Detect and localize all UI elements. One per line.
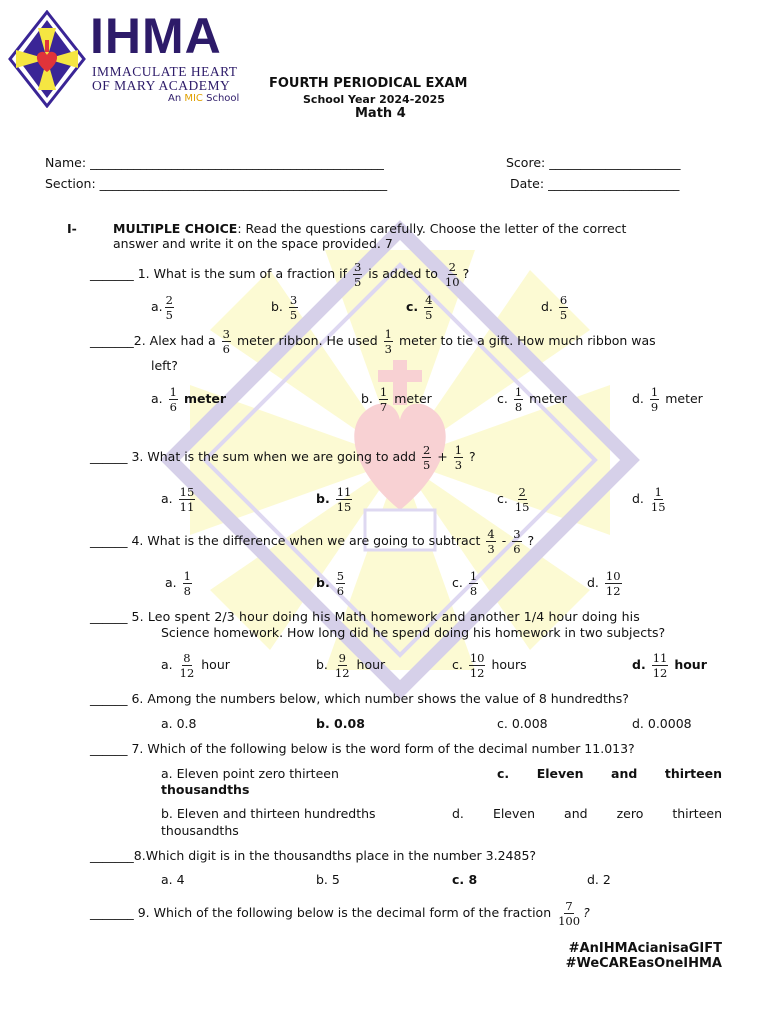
choice-a: a. $\frac{2}{5}$	[151, 293, 173, 323]
choice-b: b. $\frac{11}{15}$	[316, 485, 352, 515]
school-name-line1: IMMACULATE HEART	[92, 64, 238, 79]
choice-c: c. 8	[452, 872, 478, 887]
choice-a: a. 4	[161, 872, 185, 887]
choice-b: b. 0.08	[316, 716, 365, 731]
choice-a: a. $\frac{1}{8}$	[165, 569, 191, 599]
choice-a: a. Eleven point zero thirteen	[161, 766, 339, 781]
answer-blank[interactable]: _______	[90, 905, 134, 921]
choice-a: a. 0.8	[161, 716, 197, 731]
choice-d: d. 2	[587, 872, 611, 887]
school-name-line2: OF MARY ACADEMY	[92, 78, 231, 93]
choice-d: d. 0.0008	[632, 716, 692, 731]
answer-blank[interactable]: ______	[90, 609, 128, 624]
question-7: ______ 7. Which of the following below is the word form of the decimal number 11.013?	[90, 741, 635, 756]
question-4: ______ 4. What is the difference when we are going to subtract $\frac{4}{3}$ - $\frac{3}{6}$ ?	[90, 527, 535, 557]
choice-d-continued: thousandths	[161, 823, 239, 838]
choice-c: c. $\frac{1}{8}$	[452, 569, 478, 599]
section-field[interactable]: Section: ______________________________________________	[45, 176, 388, 191]
question-6: ______ 6. Among the numbers below, which number shows the value of 8 hundredths?	[90, 691, 629, 706]
question-8: _______8.Which digit is in the thousandths place in the number 3.2485?	[90, 848, 537, 863]
fraction: $\frac{2}{10}$	[444, 260, 460, 290]
exam-title: FOURTH PERIODICAL EXAM	[269, 76, 468, 91]
choice-d: d. $\frac{1}{15}$	[632, 485, 666, 515]
choice-d: d. $\frac{1}{9}$ meter	[632, 385, 703, 415]
footer-hashtag-1: #AnIHMAcianisaGIFT	[568, 941, 722, 956]
choice-b: b. $\frac{1}{7}$ meter	[361, 385, 432, 415]
school-year: School Year 2024-2025	[303, 93, 445, 106]
choice-c: c. $\frac{1}{8}$ meter	[497, 385, 567, 415]
choice-b: b. Eleven and thirteen hundredths	[161, 806, 376, 821]
question-3: ______ 3. What is the sum when we are going to add $\frac{2}{5}$ + $\frac{1}{3}$ ?	[90, 443, 476, 473]
school-seal-logo	[8, 10, 86, 108]
choice-d: d. Eleven and zero thirteen	[452, 806, 722, 821]
choice-c: c. $\frac{10}{12}$ hours	[452, 651, 527, 681]
logo-text: IHMA	[90, 8, 222, 64]
choice-a: a. $\frac{15}{11}$	[161, 485, 195, 515]
subject: Math 4	[355, 106, 406, 121]
answer-blank[interactable]: ______	[90, 533, 128, 549]
fraction: $\frac{3}{5}$	[353, 260, 362, 290]
choice-c: c. $\frac{2}{15}$	[497, 485, 530, 515]
question-2: _______2. Alex had a $\frac{3}{6}$ meter ribbon. He used $\frac{1}{3}$ meter to tie a gift. How much ribbon was	[90, 327, 656, 357]
section-instructions: MULTIPLE CHOICE: Read the questions carefully. Choose the letter of the correct	[113, 221, 627, 236]
question-5-line2: Science homework. How long did he spend doing his homework in two subjects?	[161, 625, 666, 640]
choice-d: d. $\frac{11}{12}$ hour	[632, 651, 707, 681]
question-1: _______ 1. What is the sum of a fraction if $\frac{3}{5}$ is added to $\frac{2}{10}$ ?	[90, 260, 470, 290]
choice-b: b. $\frac{3}{5}$	[271, 293, 298, 323]
score-field[interactable]: Score: _____________________	[506, 155, 681, 170]
answer-blank[interactable]: _______	[90, 848, 134, 863]
question-9: _______ 9. Which of the following below is the decimal form of the fraction $\frac{7}{100}$ ?	[90, 899, 590, 929]
answer-blank[interactable]: _______	[90, 266, 134, 282]
date-field[interactable]: Date: _____________________	[510, 176, 680, 191]
choice-c-continued: thousandths	[161, 782, 250, 797]
footer-hashtag-2: #WeCAREasOneIHMA	[565, 956, 722, 971]
answer-blank[interactable]: ______	[90, 741, 128, 756]
name-field[interactable]: Name: _______________________________________________	[45, 155, 384, 170]
choice-b: b. $\frac{9}{12}$ hour	[316, 651, 386, 681]
answer-blank[interactable]: ______	[90, 691, 128, 706]
answer-blank[interactable]: ______	[90, 449, 128, 465]
choice-c: c. 0.008	[497, 716, 548, 731]
answer-blank[interactable]: _______	[90, 333, 134, 349]
question-5: ______ 5. Leo spent 2/3 hour doing his Math homework and another 1/4 hour doing his	[90, 609, 640, 624]
tagline: An MIC School	[168, 93, 240, 104]
choice-a: a. $\frac{8}{12}$ hour	[161, 651, 230, 681]
choice-d: d. $\frac{6}{5}$	[541, 293, 568, 323]
section-numeral: I-	[67, 221, 77, 236]
choice-a: a. $\frac{1}{6}$ meter	[151, 385, 227, 415]
choice-b: b. 5	[316, 872, 340, 887]
choice-c: c. Eleven and thirteen	[497, 766, 722, 781]
choice-d: d. $\frac{10}{12}$	[587, 569, 621, 599]
choice-c: c. $\frac{4}{5}$	[406, 293, 433, 323]
question-2-line2: left?	[151, 358, 178, 373]
section-instructions-line2: answer and write it on the space provided. 7	[113, 236, 393, 251]
choice-b: b. $\frac{5}{6}$	[316, 569, 345, 599]
